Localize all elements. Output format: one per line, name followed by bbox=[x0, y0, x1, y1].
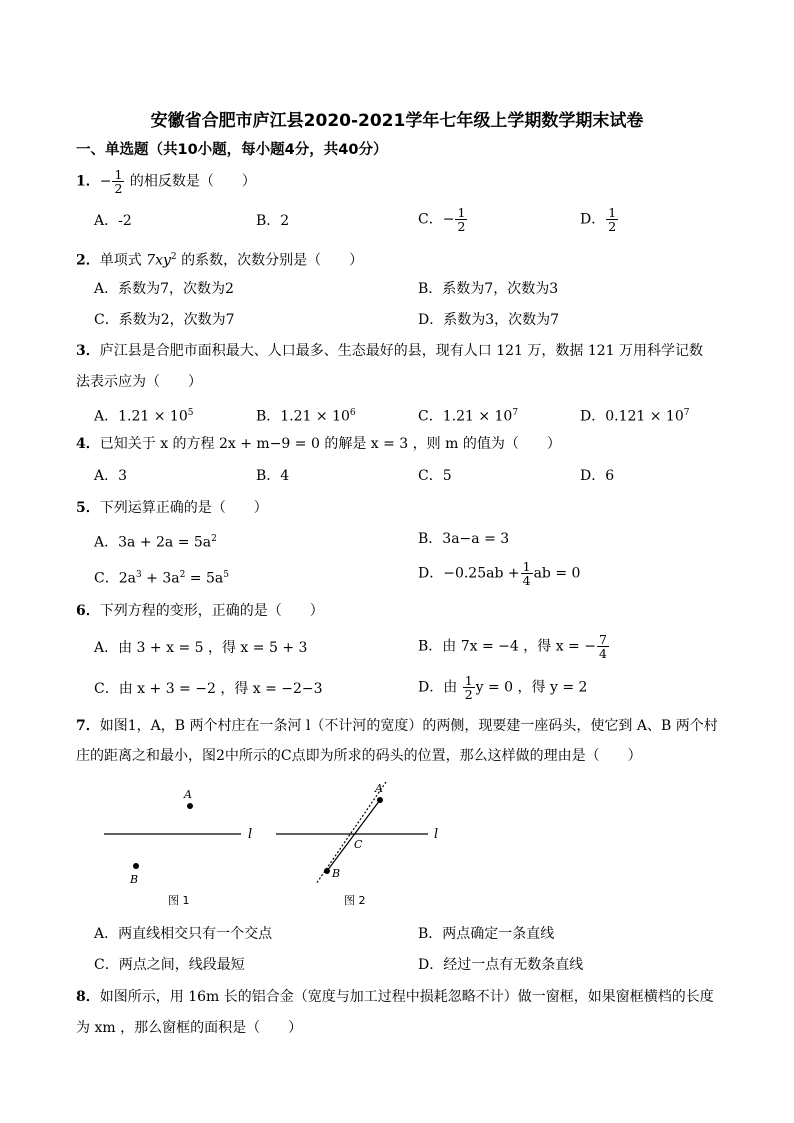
point-a bbox=[377, 797, 383, 803]
option-c[interactable]: C．5 bbox=[418, 468, 452, 484]
option-c[interactable]: C．两点之间，线段最短 bbox=[94, 957, 245, 973]
option-a[interactable]: A．两直线相交只有一个交点 bbox=[94, 926, 273, 942]
option-c[interactable]: C．由 x + 3 = −2 ，得 x = −2−3 bbox=[94, 681, 323, 697]
option-b[interactable]: B．3a−a = 3 bbox=[418, 531, 510, 547]
section-heading: 一、单选题（共10小题，每小题4分，共40分） bbox=[76, 142, 388, 158]
option-d[interactable]: D．$0.121 \times 10^7$ bbox=[580, 408, 690, 425]
option-c[interactable]: C．系数为2，次数为7 bbox=[94, 312, 235, 328]
question-4: 4．已知关于 x 的方程 2x + m−9 = 0 的解是 x = 3 ，则 m 的值为（ ） bbox=[76, 436, 561, 452]
option-a[interactable]: A．$3a + 2a = 5a^2$ bbox=[94, 534, 217, 551]
label-l: l bbox=[434, 827, 439, 842]
point-b bbox=[324, 868, 330, 874]
question-3: 3．庐江县是合肥市面积最大、人口最多、生态最好的县，现有人口 121 万，数据 121 万用科学记数 bbox=[76, 343, 703, 359]
question-3-line2: 法表示应为（ ） bbox=[76, 374, 202, 390]
question-2: 2．单项式 $7xy^2$ 的系数，次数分别是（ ） bbox=[76, 252, 364, 269]
segment-ab bbox=[327, 800, 380, 871]
question-5: 5．下列运算正确的是（ ） bbox=[76, 500, 268, 516]
question-6: 6．下列方程的变形，正确的是（ ） bbox=[76, 603, 324, 619]
option-b[interactable]: B．4 bbox=[256, 468, 290, 484]
label-b: B bbox=[332, 867, 341, 880]
option-d[interactable]: D．系数为3，次数为7 bbox=[418, 312, 560, 328]
option-b[interactable]: B．两点确定一条直线 bbox=[418, 926, 555, 942]
option-d[interactable]: D．由 $\frac{1}{2}$ y = 0 ，得 y = 2 bbox=[418, 673, 588, 702]
option-d[interactable]: D．经过一点有无数条直线 bbox=[418, 957, 584, 973]
label-l: l bbox=[248, 827, 253, 842]
label-a: A bbox=[375, 782, 383, 795]
option-a[interactable]: A．3 bbox=[94, 468, 128, 484]
option-b[interactable]: B．2 bbox=[256, 213, 290, 229]
label-a: A bbox=[184, 788, 192, 801]
option-a[interactable]: A．系数为7，次数为2 bbox=[94, 281, 234, 297]
point-a bbox=[187, 803, 193, 809]
figure-2-label: 图 2 bbox=[344, 894, 366, 907]
option-c[interactable]: C．$1.21 \times 10^7$ bbox=[418, 408, 519, 425]
figure-1 bbox=[96, 782, 266, 912]
question-7-line2: 庄的距离之和最小，图2中所示的C点即为所求的码头的位置，那么这样做的理由是（ ） bbox=[76, 748, 642, 764]
label-b: B bbox=[130, 873, 139, 886]
label-c: C bbox=[354, 838, 363, 851]
question-8-line2: 为 xm ，那么窗框的面积是（ ） bbox=[76, 1020, 303, 1036]
option-d[interactable]: D．−0.25ab + $\frac{1}{4}$ ab = 0 bbox=[418, 559, 581, 588]
option-d[interactable]: D． $\frac{1}{2}$ bbox=[580, 205, 617, 234]
point-b bbox=[133, 863, 139, 869]
figure-1-label: 图 1 bbox=[168, 894, 190, 907]
question-number: 1． bbox=[76, 173, 100, 190]
fraction: $\frac{1}{2}$ bbox=[114, 167, 123, 196]
option-c[interactable]: C．$2a^3 + 3a^2 = 5a^5$ bbox=[94, 570, 229, 587]
option-b[interactable]: B．由 7x = −4 ，得 x = − $\frac{7}{4}$ bbox=[418, 632, 607, 661]
option-d[interactable]: D．6 bbox=[580, 468, 615, 484]
figure-2 bbox=[272, 778, 462, 912]
option-a[interactable]: A．-2 bbox=[94, 213, 132, 229]
option-a[interactable]: A．$1.21 \times 10^5$ bbox=[94, 408, 194, 425]
question-1: 1．− $\frac{1}{2}$ 的相反数是（ ） bbox=[76, 167, 256, 196]
option-c[interactable]: C．− $\frac{1}{2}$ bbox=[418, 205, 466, 234]
option-a[interactable]: A．由 3 + x = 5 ，得 x = 5 + 3 bbox=[94, 640, 308, 656]
option-b[interactable]: B．$1.21 \times 10^6$ bbox=[256, 408, 356, 425]
question-7: 7．如图1，A，B 两个村庄在一条河 l（不计河的宽度）的两侧，现要建一座码头，使它到 A、B 两个村 bbox=[76, 718, 718, 734]
question-8: 8．如图所示，用 16m 长的铝合金（宽度与加工过程中损耗忽略不计）做一窗框，如果窗框横档的长度 bbox=[76, 989, 714, 1005]
page-title: 安徽省合肥市庐江县2020-2021学年七年级上学期数学期末试卷 bbox=[150, 111, 644, 131]
option-b[interactable]: B．系数为7，次数为3 bbox=[418, 281, 559, 297]
